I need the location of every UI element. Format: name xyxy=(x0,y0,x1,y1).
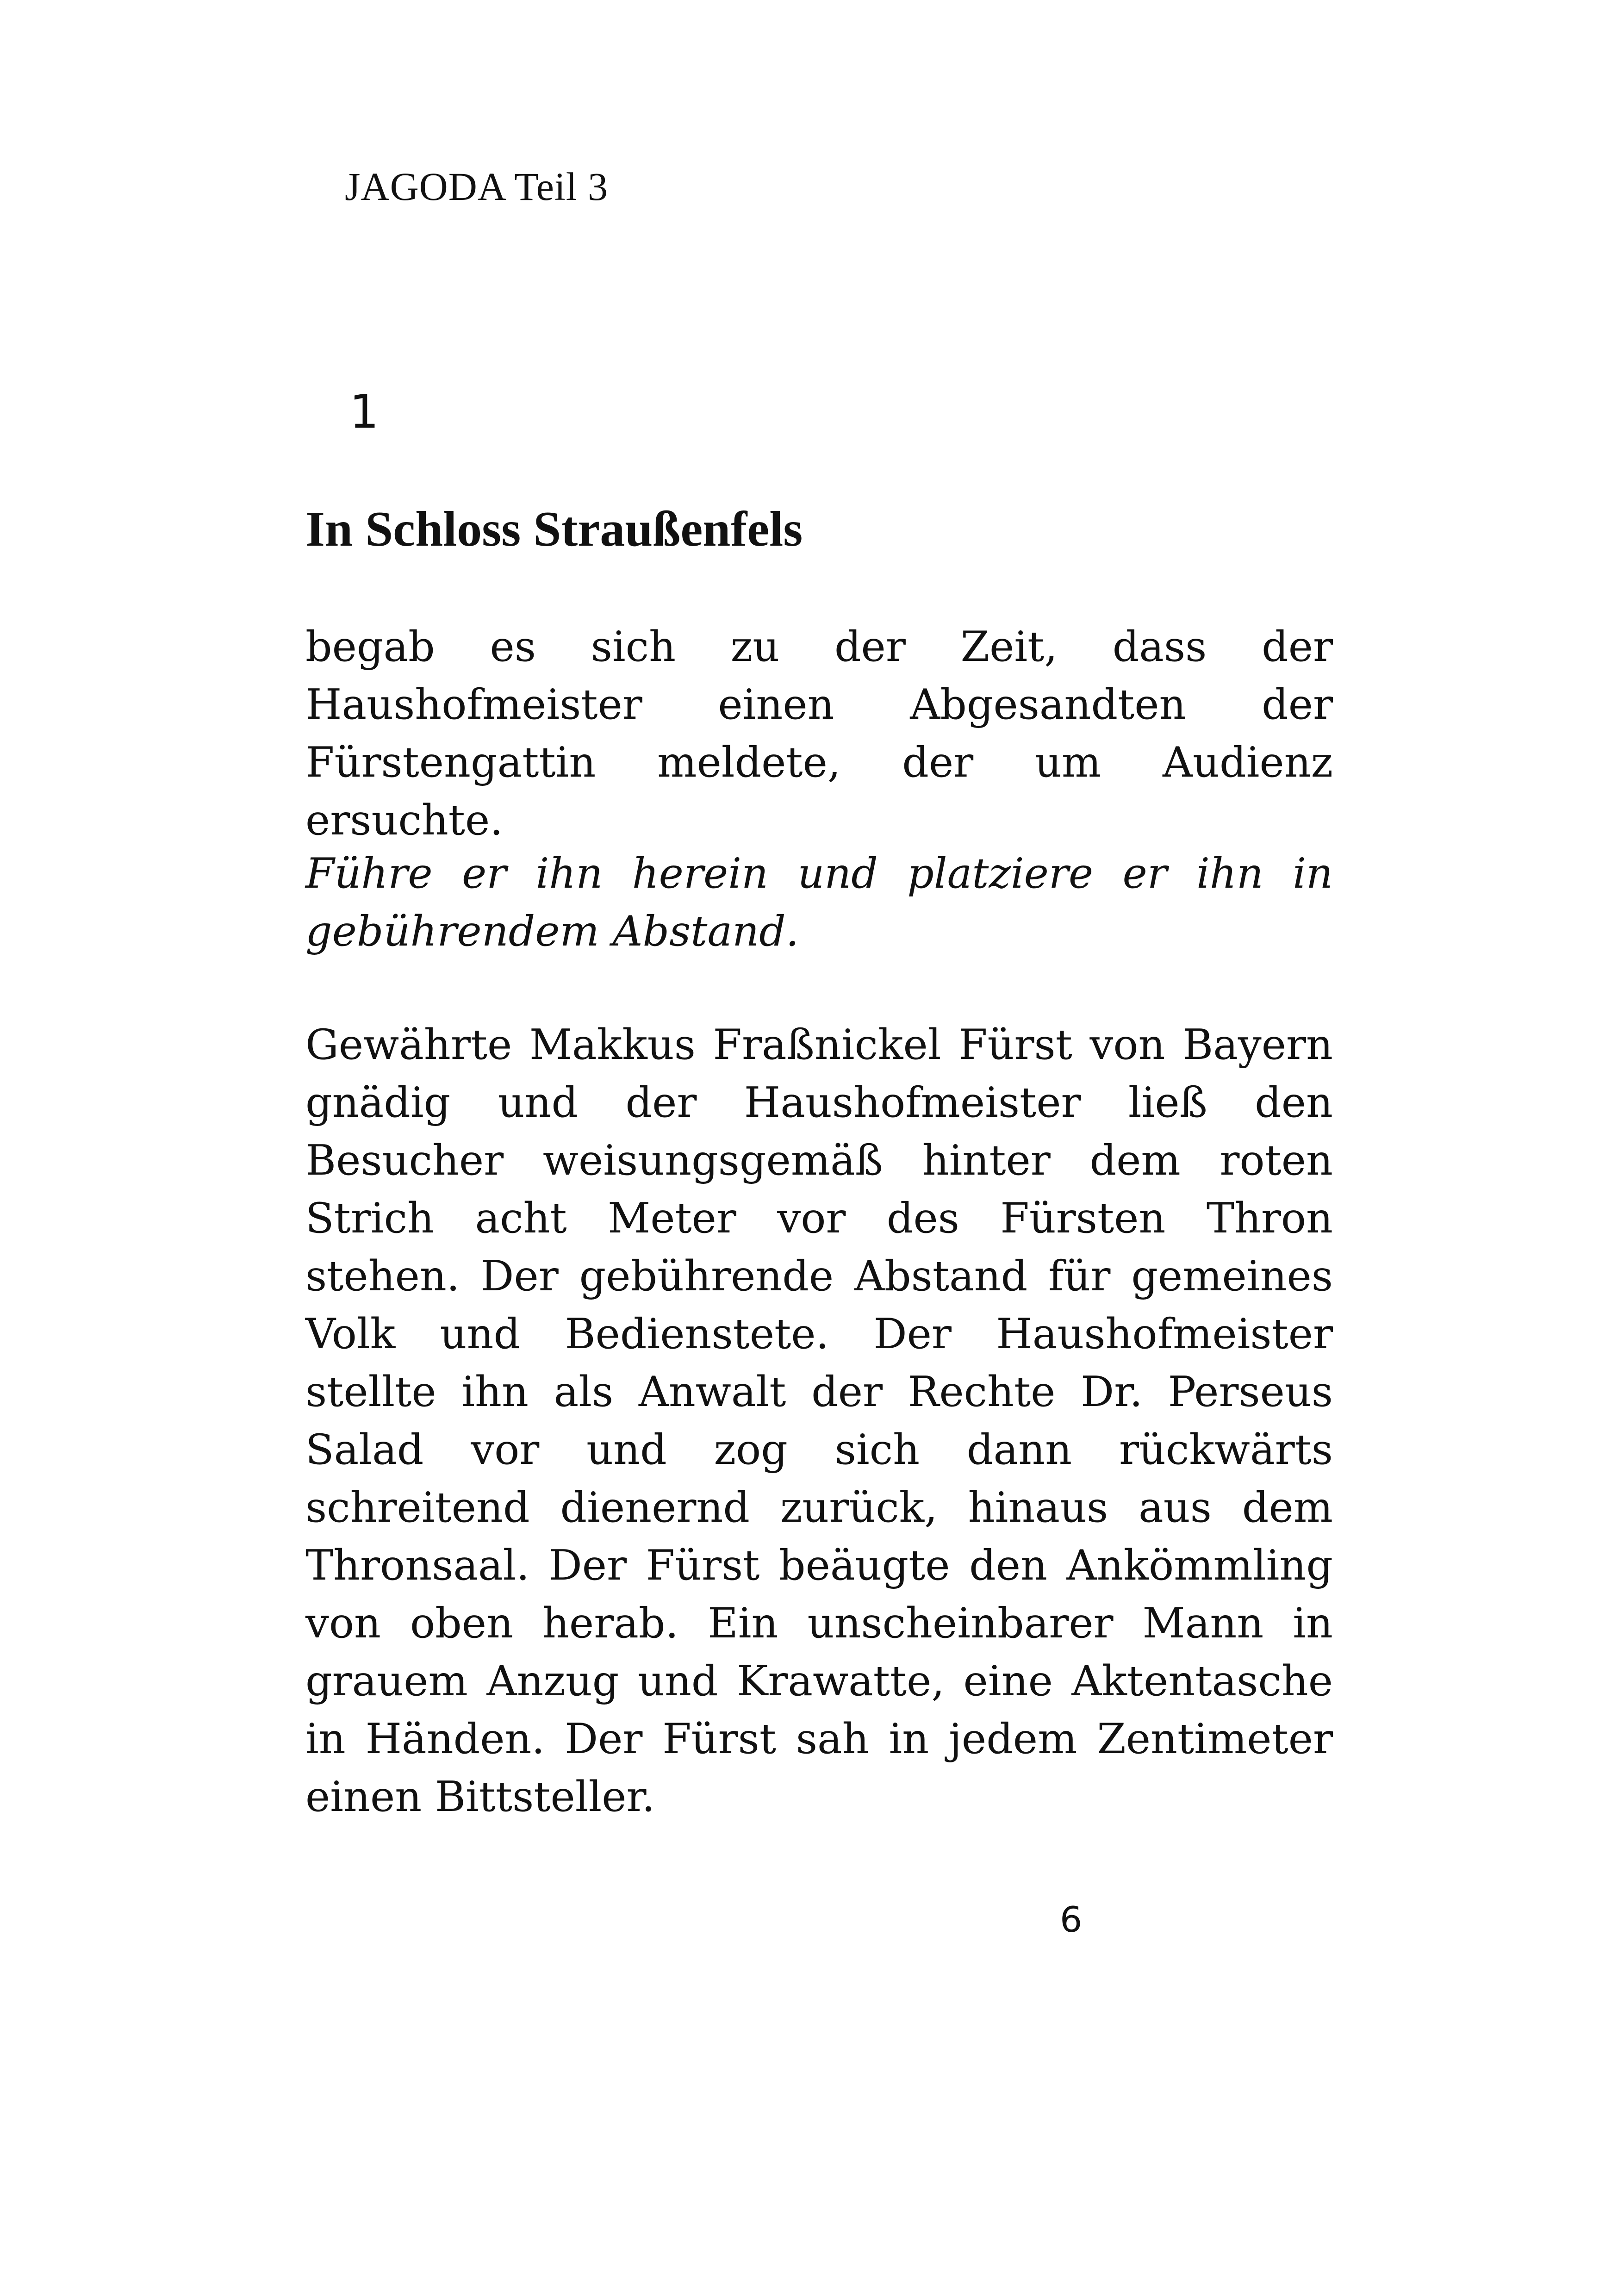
chapter-title: In Schloss Straußenfels xyxy=(305,502,803,557)
paragraph-opening: begab es sich zu der Zeit, dass der Haushofmeister einen Abgesandten der Fürstengattin meldete, der um Audienz ersuchte. xyxy=(305,622,1333,845)
paragraph-italic-quote: Führe er ihn herein und platziere er ihn in gebührendem Abstand. xyxy=(305,849,1333,956)
page-number: 6 xyxy=(1060,1899,1083,1940)
running-header: JAGODA Teil 3 xyxy=(345,164,609,209)
chapter-number: 1 xyxy=(349,385,379,439)
paragraph-main: Gewährte Makkus Fraßnickel Fürst von Bayern gnädig und der Haushofmeister ließ den Besucher weisungsgemäß hinter dem roten Strich acht Meter vor des Fürsten Thron stehen. Der gebührende Abstand für gemeines Volk und Bedienstete. Der Haushofmeister stellte ihn als Anwalt der Rechte Dr. Perseus Salad vor und zog sich dann rückwärts schreitend dienernd zurück, hinaus aus dem Thronsaal. Der Fürst beäugte den Ankömmling von oben herab. Ein unscheinbarer Mann in grauem Anzug und Krawatte, eine Aktentasche in Händen. Der Fürst sah in jedem Zentimeter einen Bittsteller. xyxy=(305,1020,1333,1821)
